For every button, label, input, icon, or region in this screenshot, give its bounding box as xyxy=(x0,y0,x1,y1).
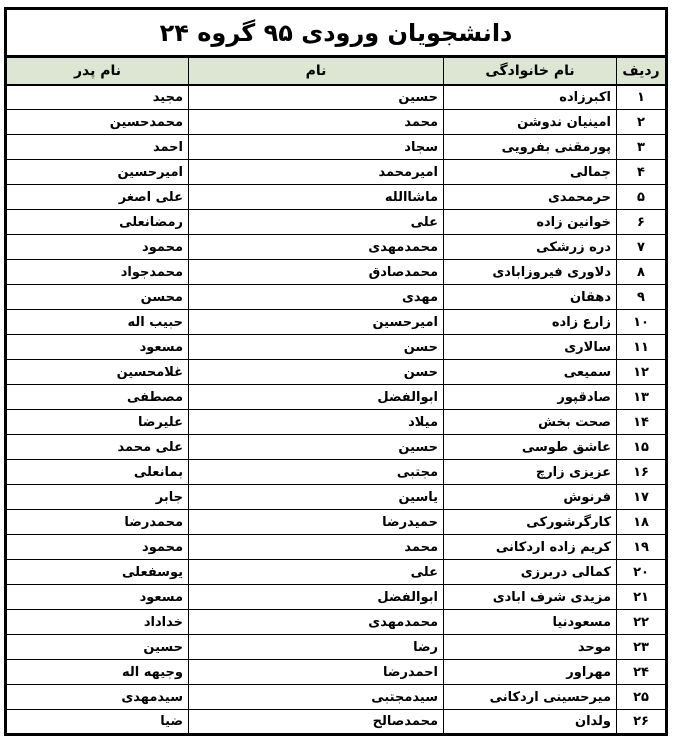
last-name-cell: ولدان xyxy=(444,710,617,735)
table-row xyxy=(5,585,666,610)
row-number-cell: ۲۲ xyxy=(617,610,667,635)
table-row xyxy=(5,210,666,235)
page-title: دانشجویان ورودی ۹۵ گروه ۲۴ xyxy=(5,9,666,57)
first-name-cell: علی xyxy=(189,560,444,585)
last-name-cell: زارع زاده xyxy=(444,310,617,335)
first-name-cell: امیرحسین xyxy=(189,310,444,335)
table-row xyxy=(5,685,666,710)
father-name-cell: بمانعلی xyxy=(5,460,188,485)
last-name-cell: فرنوش xyxy=(444,485,617,510)
first-name-cell: علی xyxy=(189,210,444,235)
father-name-cell: علیرضا xyxy=(5,410,188,435)
row-number-cell: ۱۳ xyxy=(617,385,667,410)
last-name-cell: موحد xyxy=(444,635,617,660)
row-number-cell: ۱۸ xyxy=(617,510,667,535)
row-number-cell: ۱۹ xyxy=(617,535,667,560)
first-name-cell: محمد xyxy=(189,110,444,135)
first-name-cell: رضا xyxy=(189,635,444,660)
father-name-cell: علی محمد xyxy=(5,435,188,460)
last-name-cell: میرحسینی اردکانی xyxy=(444,685,617,710)
table-body xyxy=(5,85,666,735)
father-name-cell: رمضانعلی xyxy=(5,210,188,235)
column-header-first-name: نام xyxy=(189,57,444,85)
father-name-cell: محمود xyxy=(5,235,188,260)
row-number-cell: ۱۴ xyxy=(617,410,667,435)
row-number-cell: ۱ xyxy=(617,85,667,110)
table-row xyxy=(5,385,666,410)
row-number-cell: ۲۱ xyxy=(617,585,667,610)
father-name-cell: خداداد xyxy=(5,610,188,635)
table-header-row xyxy=(5,57,666,85)
father-name-cell: وجیهه اله xyxy=(5,660,188,685)
table-row xyxy=(5,660,666,685)
last-name-cell: خوانین زاده xyxy=(444,210,617,235)
first-name-cell: یاسین xyxy=(189,485,444,510)
first-name-cell: سیدمجتبی xyxy=(189,685,444,710)
column-header-father-name: نام پدر xyxy=(5,57,188,85)
last-name-cell: کمالی دربرزی xyxy=(444,560,617,585)
father-name-cell: حبیب اله xyxy=(5,310,188,335)
table-row xyxy=(5,360,666,385)
first-name-cell: سجاد xyxy=(189,135,444,160)
father-name-cell: مسعود xyxy=(5,585,188,610)
last-name-cell: کارگرشورکی xyxy=(444,510,617,535)
last-name-cell: پورمقنی بفرویی xyxy=(444,135,617,160)
father-name-cell: امیرحسین xyxy=(5,160,188,185)
first-name-cell: مهدی xyxy=(189,285,444,310)
table-row xyxy=(5,435,666,460)
row-number-cell: ۲۳ xyxy=(617,635,667,660)
father-name-cell: احمد xyxy=(5,135,188,160)
first-name-cell: محمد xyxy=(189,535,444,560)
first-name-cell: حسین xyxy=(189,435,444,460)
row-number-cell: ۴ xyxy=(617,160,667,185)
father-name-cell: محمدحسین xyxy=(5,110,188,135)
table-row xyxy=(5,135,666,160)
row-number-cell: ۱۲ xyxy=(617,360,667,385)
row-number-cell: ۷ xyxy=(617,235,667,260)
row-number-cell: ۸ xyxy=(617,260,667,285)
father-name-cell: محمدجواد xyxy=(5,260,188,285)
father-name-cell: محمدرضا xyxy=(5,510,188,535)
first-name-cell: ابوالفضل xyxy=(189,385,444,410)
father-name-cell: محمود xyxy=(5,535,188,560)
first-name-cell: محمدصالح xyxy=(189,710,444,735)
table-row xyxy=(5,310,666,335)
father-name-cell: مسعود xyxy=(5,335,188,360)
father-name-cell: محسن xyxy=(5,285,188,310)
table-row xyxy=(5,710,666,735)
table-row xyxy=(5,460,666,485)
row-number-cell: ۶ xyxy=(617,210,667,235)
table-row xyxy=(5,610,666,635)
row-number-cell: ۲۴ xyxy=(617,660,667,685)
father-name-cell: ضیا xyxy=(5,710,188,735)
table-row xyxy=(5,510,666,535)
father-name-cell: مصطفی xyxy=(5,385,188,410)
father-name-cell: سیدمهدی xyxy=(5,685,188,710)
row-number-cell: ۱۵ xyxy=(617,435,667,460)
first-name-cell: محمدصادق xyxy=(189,260,444,285)
first-name-cell: حسن xyxy=(189,360,444,385)
table-row xyxy=(5,260,666,285)
row-number-cell: ۱۶ xyxy=(617,460,667,485)
last-name-cell: عاشق طوسی xyxy=(444,435,617,460)
first-name-cell: محمدمهدی xyxy=(189,235,444,260)
first-name-cell: حسین xyxy=(189,85,444,110)
first-name-cell: محمدمهدی xyxy=(189,610,444,635)
table-row xyxy=(5,485,666,510)
first-name-cell: احمدرضا xyxy=(189,660,444,685)
father-name-cell: یوسفعلی xyxy=(5,560,188,585)
students-table xyxy=(4,7,668,736)
father-name-cell: غلامحسین xyxy=(5,360,188,385)
last-name-cell: حرمحمدی xyxy=(444,185,617,210)
last-name-cell: عزیزی زارچ xyxy=(444,460,617,485)
row-number-cell: ۳ xyxy=(617,135,667,160)
last-name-cell: دره زرشکی xyxy=(444,235,617,260)
father-name-cell: مجید xyxy=(5,85,188,110)
table-row xyxy=(5,635,666,660)
last-name-cell: دلاوری فیروزابادی xyxy=(444,260,617,285)
last-name-cell: صادقپور xyxy=(444,385,617,410)
column-header-last-name: نام خانوادگی xyxy=(444,57,617,85)
first-name-cell: مجتبی xyxy=(189,460,444,485)
last-name-cell: جمالی xyxy=(444,160,617,185)
last-name-cell: امینیان ندوشن xyxy=(444,110,617,135)
last-name-cell: صحت بخش xyxy=(444,410,617,435)
first-name-cell: میلاد xyxy=(189,410,444,435)
first-name-cell: حمیدرضا xyxy=(189,510,444,535)
first-name-cell: حسن xyxy=(189,335,444,360)
row-number-cell: ۹ xyxy=(617,285,667,310)
table-row xyxy=(5,285,666,310)
father-name-cell: جابر xyxy=(5,485,188,510)
table-row xyxy=(5,160,666,185)
last-name-cell: مهراور xyxy=(444,660,617,685)
last-name-cell: مزیدی شرف ابادی xyxy=(444,585,617,610)
first-name-cell: ابوالفضل xyxy=(189,585,444,610)
row-number-cell: ۲۵ xyxy=(617,685,667,710)
row-number-cell: ۱۱ xyxy=(617,335,667,360)
row-number-cell: ۵ xyxy=(617,185,667,210)
last-name-cell: سمیعی xyxy=(444,360,617,385)
table-row xyxy=(5,410,666,435)
table-row xyxy=(5,560,666,585)
last-name-cell: مسعودنیا xyxy=(444,610,617,635)
table-row xyxy=(5,85,666,110)
first-name-cell: امیرمحمد xyxy=(189,160,444,185)
title-row xyxy=(5,9,666,57)
last-name-cell: اکبرزاده xyxy=(444,85,617,110)
table-row xyxy=(5,110,666,135)
father-name-cell: حسین xyxy=(5,635,188,660)
last-name-cell: کریم زاده اردکانی xyxy=(444,535,617,560)
father-name-cell: علی اصغر xyxy=(5,185,188,210)
table-row xyxy=(5,235,666,260)
row-number-cell: ۱۷ xyxy=(617,485,667,510)
row-number-cell: ۲۰ xyxy=(617,560,667,585)
table-row xyxy=(5,335,666,360)
row-number-cell: ۲ xyxy=(617,110,667,135)
table-row xyxy=(5,185,666,210)
first-name-cell: ماشاالله xyxy=(189,185,444,210)
row-number-cell: ۲۶ xyxy=(617,710,667,735)
last-name-cell: دهقان xyxy=(444,285,617,310)
column-header-row-number: ردیف xyxy=(617,57,667,85)
last-name-cell: سالاری xyxy=(444,335,617,360)
table-row xyxy=(5,535,666,560)
row-number-cell: ۱۰ xyxy=(617,310,667,335)
